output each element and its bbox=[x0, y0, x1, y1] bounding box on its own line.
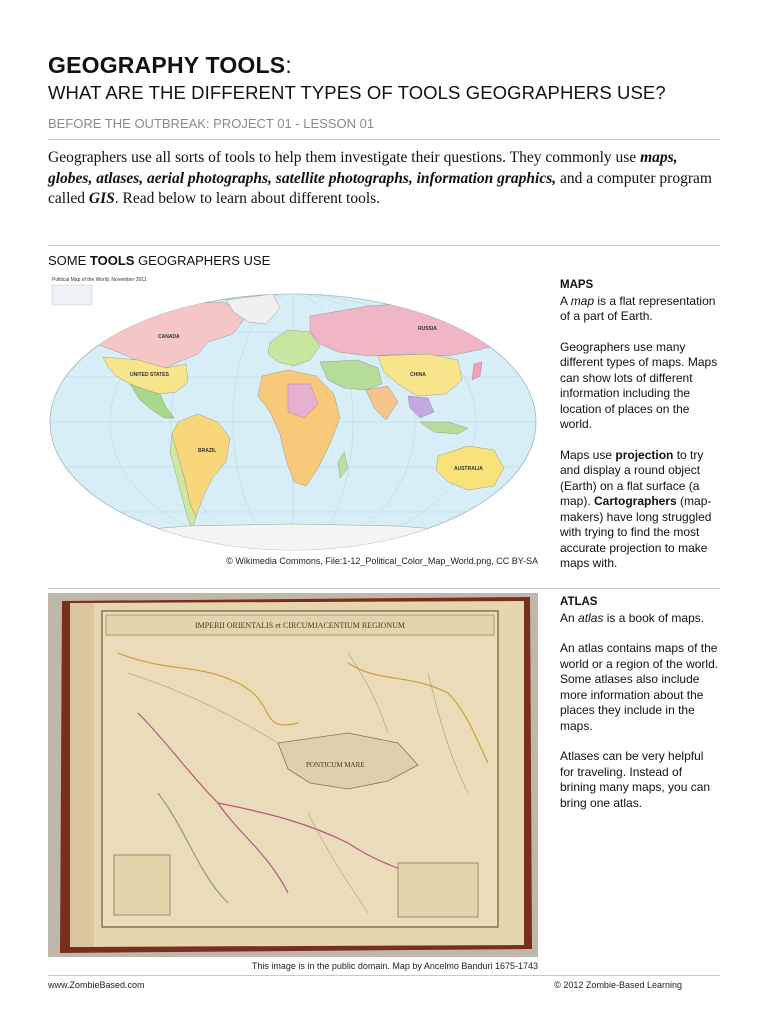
atlas-description bbox=[560, 595, 720, 826]
atlas-p2: An atlas contains maps of the world or a region of the world. Some atlases also include more information about the places they include in the maps. bbox=[560, 641, 719, 733]
atlas-svg bbox=[48, 593, 538, 957]
land-new-zealand bbox=[508, 486, 516, 500]
intro-gis: GIS bbox=[88, 190, 115, 207]
maps-p1-b: is a flat representation of a part of Earth. bbox=[560, 293, 716, 323]
divider bbox=[48, 139, 720, 140]
intro-span: . Read below to learn about different tools. bbox=[114, 190, 381, 207]
maps-projection: projection bbox=[615, 447, 674, 462]
maps-p3-c: to try and display a round object (Earth) on a flat surface (a map). bbox=[560, 447, 704, 508]
plate-title: IMPERII ORIENTALIS et CIRCUMJACENTIUM REGIONUM bbox=[194, 621, 406, 630]
map-cartouche bbox=[114, 855, 170, 915]
map-label-canada: CANADA bbox=[158, 334, 180, 340]
atlas-p1-b: is a book of maps. bbox=[603, 610, 705, 625]
maps-p1-term: map bbox=[570, 293, 595, 308]
section-heading bbox=[48, 253, 270, 268]
maps-p1-a: A bbox=[560, 293, 571, 308]
map-label-brazil: BRAZIL bbox=[198, 448, 217, 454]
maps-cartographers: Cartographers bbox=[594, 494, 677, 508]
page-title bbox=[48, 52, 292, 79]
map-label-australia: AUSTRALIA bbox=[454, 466, 483, 472]
map-label-russia: RUSSIA bbox=[418, 326, 437, 332]
atlas-photo bbox=[48, 593, 538, 957]
map-label-china: CHINA bbox=[410, 372, 426, 378]
maps-p3-a: Maps use bbox=[560, 447, 616, 462]
intro-paragraph bbox=[48, 148, 720, 210]
divider bbox=[48, 588, 720, 589]
map-label-usa: UNITED STATES bbox=[130, 372, 169, 378]
atlas-p1 bbox=[560, 611, 720, 627]
world-map-image bbox=[48, 272, 538, 552]
intro-text bbox=[48, 148, 720, 210]
page-subtitle: WHAT ARE THE DIFFERENT TYPES OF TOOLS GEOGRAPHERS USE? bbox=[48, 82, 666, 103]
section-bold: TOOLS bbox=[89, 253, 135, 268]
sea-label: PONTICUM MARE bbox=[306, 761, 365, 769]
intro-span: Geographers use all sorts of tools to help them investigate their questions. They commonly use bbox=[48, 149, 641, 166]
world-map-svg bbox=[48, 272, 538, 552]
atlas-p1-term: atlas bbox=[578, 610, 604, 625]
title-text: GEOGRAPHY TOOLS bbox=[48, 52, 286, 78]
lesson-label: BEFORE THE OUTBREAK: PROJECT 01 - LESSON 01 bbox=[48, 116, 375, 131]
intro-tools-list: maps, globes, atlases, aerial photographs, satellite photographs, information graphics, bbox=[48, 149, 678, 187]
title-colon: : bbox=[285, 52, 292, 78]
section-post: GEOGRAPHERS USE bbox=[134, 253, 271, 268]
map-legend bbox=[52, 285, 92, 305]
website-link[interactable]: www.ZombieBased.com bbox=[48, 980, 145, 990]
maps-p1 bbox=[560, 294, 720, 325]
page-shadow bbox=[70, 603, 94, 947]
atlas-caption: This image is in the public domain. Map by Ancelmo Banduri 1675-1743 bbox=[251, 961, 538, 971]
section-pre: SOME bbox=[48, 253, 90, 268]
map-caption: © Wikimedia Commons, File:1-12_Political_Color_Map_World.png, CC BY-SA bbox=[226, 556, 538, 566]
land-antarctica bbox=[88, 524, 498, 552]
maps-description bbox=[560, 278, 720, 587]
copyright: © 2012 Zombie-Based Learning bbox=[554, 980, 682, 990]
maps-p3-d: (map-makers) have long struggled with trying to find the most accurate projection to make maps with. bbox=[560, 494, 712, 570]
atlas-p3: Atlases can be very helpful for traveling. Instead of brining many maps, you can bring one atlas. bbox=[560, 749, 711, 810]
divider bbox=[48, 975, 720, 976]
divider bbox=[48, 245, 720, 246]
intro-span: and a computer program called bbox=[48, 169, 712, 207]
atlas-heading: ATLAS bbox=[560, 596, 598, 608]
maps-p2: Geographers use many different types of maps. Maps can show lots of different information including the location of places on the world. bbox=[560, 339, 718, 431]
maps-p3 bbox=[560, 448, 720, 572]
atlas-p1-a: An bbox=[560, 610, 579, 625]
map-scale-box bbox=[398, 863, 478, 917]
maps-heading: MAPS bbox=[560, 279, 594, 291]
map-title: Political Map of the World, November 2011 bbox=[52, 277, 147, 283]
